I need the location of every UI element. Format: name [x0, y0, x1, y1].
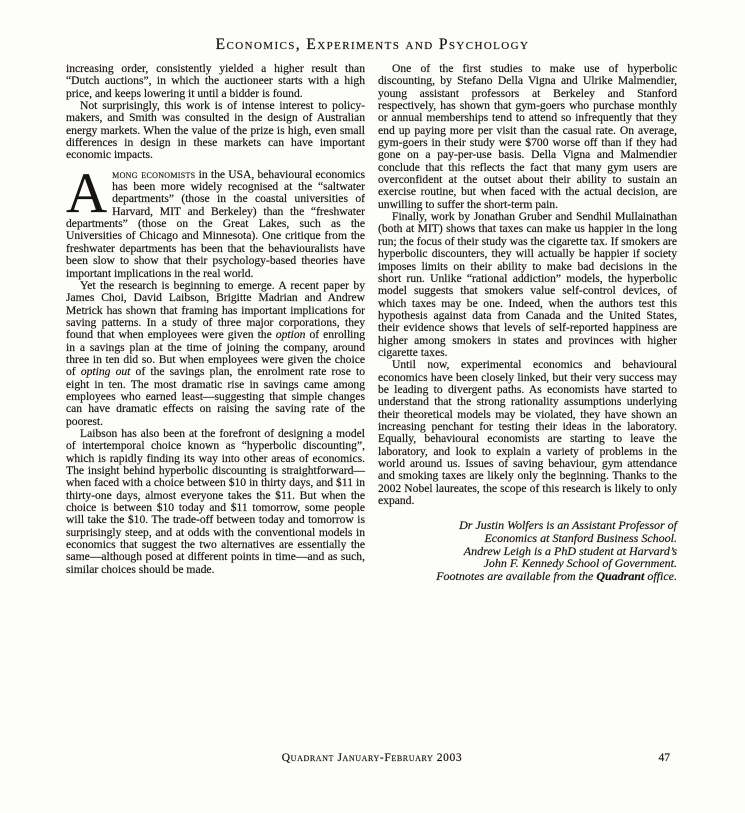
- small-caps-lead: mong economists: [112, 167, 196, 181]
- paragraph: One of the first studies to make use of hyperbolic discounting, by Stefano Della Vigna and Ulrike Malmendier, young assistant professors at Berkeley and Stanford respectively, has shown that gym-goers who purchase monthly or annual memberships tend to attend so infrequently that they end up paying more per visit than the casual rate. On average, gym-goers in their study were $700 worse off than if they had gone on a pay-per-use basis. Della Vigna and Malmendier conclude that this reflects the fact that many gym users are overconfident at the outset about their ability to sustain an exercise routine, but when faced with the actual decision, are unwilling to suffer the short-term pain.: [378, 62, 677, 211]
- paragraph: Laibson has also been at the forefront of designing a model of intertemporal choice known as “hyperbolic discounting”, which is rapidly finding its way into other areas of economics. The insight behind hyperbolic discounting is straightforward—when faced with a choice between $10 in thirty days, and $11 in thirty-one days, almost everyone takes the $11. But when the choice is between $10 today and $11 tomorrow, some people will take the $10. The trade-off between today and tomorrow is surprisingly steep, and at odds with the conventional models in economics that suggest the two alternatives are essentially the same—although posed at different points in time—and as such, similar choices should be made.: [66, 426, 365, 576]
- italic-text: opting out: [80, 365, 131, 379]
- byline-line: Economics at Stanford Business School.: [484, 530, 677, 545]
- page-footer: [66, 752, 678, 768]
- right-column: [378, 63, 677, 582]
- page-title: Economics, Experiments and Psychology: [215, 36, 530, 53]
- left-column: [66, 63, 365, 582]
- byline-text: office.: [644, 568, 677, 583]
- drop-cap: A: [66, 161, 108, 225]
- paragraph-text: Yet the research is beginning to emerge. A recent paper by James Choi, David Laibson, Brigitte Madrian and Andrew Metrick has shown that framing has important implications for saving patterns. In a study of three major corporations, they found that when employees were given the: [66, 278, 365, 342]
- journal-name-bold: Quadrant: [596, 568, 645, 583]
- author-byline: [378, 519, 677, 582]
- paragraph-text: in the USA, behavioural economics has been more widely recognised at the “saltwater departments” (those in the coastal universities of Harvard, MIT and Berkeley) than the “freshwater departments” (those on the Great Lakes, such as the Universities of Chicago and Minnesota). One critique from the freshwater departments has been that the behaviouralists have been slow to show that their psychology-based theories have important implications in the real world.: [66, 167, 365, 280]
- paragraph: increasing order, consistently yielded a higher result than “Dutch auctions”, in which the auctioneer starts with a high price, and keeps lowering it until a bidder is found.: [66, 62, 365, 100]
- byline-line: Andrew Leigh is a PhD student at Harvard’s: [463, 543, 677, 558]
- byline-line: Dr Justin Wolfers is an Assistant Professor of: [459, 518, 677, 533]
- paragraph: Not surprisingly, this work is of intense interest to policy-makers, and Smith was consulted in the design of Australian energy markets. When the value of the prize is high, even small differences in design in these markets can have important economic impacts.: [66, 99, 365, 162]
- journal-footline: Quadrant January-February 2003: [281, 752, 463, 764]
- byline-text: Footnotes are available from the: [436, 568, 597, 583]
- paragraph-text: of enrolling in a savings plan at the time of joining the company, around three in ten did so. But when employees were given the choice of: [66, 328, 365, 379]
- paragraph: Finally, work by Jonathan Gruber and Sendhil Mullainathan (both at MIT) shows that taxes can make us happier in the long run; the focus of their study was the cigarette tax. If smokers are hyperbolic discounters, they will actually be happier if society imposes limits on their ability to make bad decisions in the short run. Unlike “rational addiction” models, the hyperbolic model suggests that smokers value self-control devices, of which taxes may be one. Indeed, when the authors test this hypothesis against data from Canada and the United States, their evidence shows that levels of self-reported happiness are higher among smokers in states and provinces with higher cigarette taxes.: [378, 210, 677, 359]
- italic-text: option: [275, 328, 306, 342]
- article-body: [66, 63, 678, 582]
- section-opener-paragraph: [66, 161, 365, 280]
- paragraph-text: of the savings plan, the enrolment rate rose to eight in ten. The most dramatic rise in savings came among employees who earned least—suggesting that simple changes can have dramatic effects on raising the saving rate of the poorest.: [66, 365, 366, 428]
- byline-line: [378, 570, 677, 583]
- byline-line: John F. Kennedy School of Government.: [483, 556, 677, 571]
- page-number: 47: [658, 752, 670, 764]
- paragraph: Until now, experimental economics and behavioural economics have been closely linked, but their very success may be leading to divergent paths. As economists have started to understand that the strong rationality assumptions underlying their theoretical models may be violated, they have shown an increasing penchant for testing their ideas in the laboratory. Equally, behavioural economists are starting to leave the laboratory, and look to explain a variety of problems in the world around us. Issues of saving behaviour, gym attendance and smoking taxes are likely only the beginning. Thanks to the 2002 Nobel laureates, the scope of this research is likely to only expand.: [378, 358, 677, 508]
- paragraph: [66, 280, 365, 428]
